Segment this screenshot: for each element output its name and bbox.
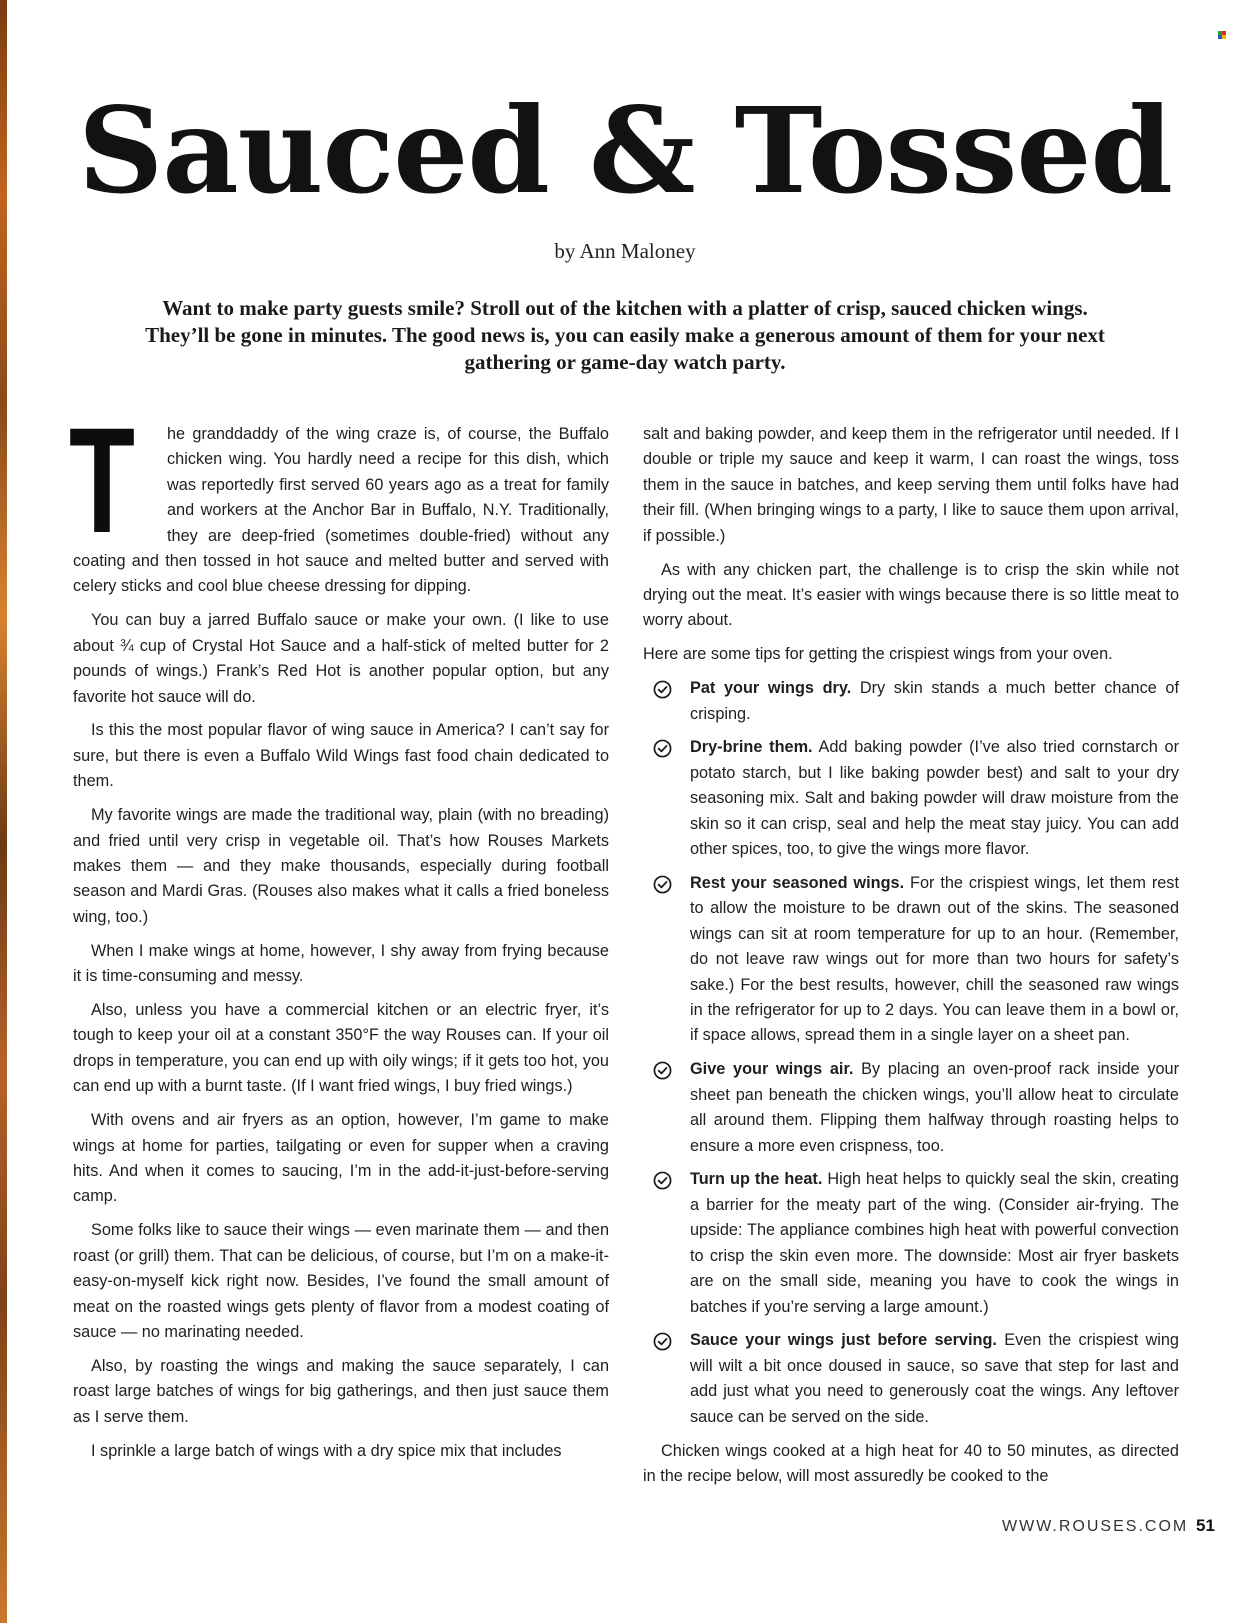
check-circle-icon <box>653 1171 672 1190</box>
tip-text: For the crispiest wings, let them rest to allow the moisture to be drawn out of the skins. The seasoned wings can sit at room temperature for up to an hour. (Remember, do not leave raw wings out for more than two hours for safety’s sake.) For the best results, however, chill the seasoned raw wings in the refrigerator for up to 2 days. You can leave them in a bowl or, if space allows, spread them in a single layer on a sheet pan. <box>690 874 1179 1045</box>
tip-text: High heat helps to quickly seal the skin, creating a barrier for the meaty part of the wing. (Consider air-frying. The upside: The appliance combines high heat with powerful convection to crisp the skin even more. The downside: Most air fryer baskets are on the small side, meaning you have to cook the wings in batches if you’re serving a large amount.) <box>690 1170 1179 1316</box>
tip-title: Sauce your wings just before serving. <box>690 1331 997 1350</box>
body-paragraph: Also, by roasting the wings and making the sauce separately, I can roast large batches of wings for big gatherings, and then just sauce them as I serve them. <box>73 1356 609 1426</box>
left-column <box>69 396 609 1472</box>
body-paragraph: My favorite wings are made the traditional way, plain (with no breading) and fried until very crisp in vegetable oil. That’s how Rouses Markets makes them — and they make thousands, especially during football season and Mardi Gras. (Rouses also makes what it calls a fried boneless wing, too.) <box>73 806 609 926</box>
tips-list <box>643 676 1179 1430</box>
tip-text: Add baking powder (I’ve also tried cornstarch or potato starch, but I like baking powder best) and salt to your dry seasoning mix. Salt and baking powder will draw moisture from the skin so it can crisp, seal and help the meat stay juicy. You can add other spices, too, to give the wings more flavor. <box>690 738 1179 859</box>
footer-url: WWW.ROUSES.COM <box>1002 1518 1189 1535</box>
continued-paragraph: salt and baking powder, and keep them in the refrigerator until needed. If I double or triple my sauce and keep it warm, I can roast the wings, toss them in the sauce in batches, and keep serving them until folks have had their fill. (When bringing wings to a party, I like to sauce them upon arrival, if possible.) <box>643 425 1179 545</box>
article-title: Sauced & Tossed <box>77 81 1172 220</box>
body-paragraph: You can buy a jarred Buffalo sauce or make your own. (I like to use about ¾ cup of Crystal Hot Sauce and a half-stick of melted butter for 2 pounds of wings.) Frank’s Red Hot is another popular option, but any favorite hot sauce will do. <box>73 611 609 706</box>
tip-title: Pat your wings dry. <box>690 679 852 698</box>
challenge-paragraph: As with any chicken part, the challenge is to crisp the skin while not drying out the meat. It’s easier with wings because there is so little meat to worry about. <box>643 560 1179 630</box>
byline: by Ann Maloney <box>554 239 696 263</box>
tip-item <box>643 871 1179 1049</box>
tip-item <box>643 1328 1179 1430</box>
tip-text: Even the crispiest wing will wilt a bit once doused in sauce, so save that step for last and add just what you need to generously coat the wings. Any leftover sauce can be served on the side. <box>690 1331 1179 1426</box>
check-circle-icon <box>653 1332 672 1351</box>
color-registration-mark <box>1218 31 1226 39</box>
check-circle-icon <box>653 739 672 758</box>
tips-intro: Here are some tips for getting the crispiest wings from your oven. <box>643 645 1113 664</box>
tip-item <box>643 1057 1179 1159</box>
body-paragraph: When I make wings at home, however, I shy away from frying because it is time-consuming and messy. <box>73 941 609 986</box>
tip-text: Dry skin stands a much better chance of crisping. <box>690 679 1179 723</box>
tip-item <box>643 676 1179 727</box>
check-circle-icon <box>653 680 672 699</box>
tip-text: By placing an oven-proof rack inside your sheet pan beneath the chicken wings, you’ll allow heat to circulate all around them. Flipping them halfway through roasting helps to ensure a more even crispness, too. <box>690 1060 1179 1155</box>
body-paragraph: I sprinkle a large batch of wings with a dry spice mix that includes <box>91 1441 562 1460</box>
tip-item <box>643 1167 1179 1319</box>
body-paragraph: Also, unless you have a commercial kitchen or an electric fryer, it’s tough to keep your oil at a constant 350°F the way Rouses can. If your oil drops in temperature, you can end up with oily wings; if it gets too hot, you can end up with a burnt taste. (If I want fried wings, I buy fried wings.) <box>73 1001 609 1096</box>
check-circle-icon <box>653 1061 672 1080</box>
tip-title: Turn up the heat. <box>690 1170 823 1189</box>
tip-title: Rest your seasoned wings. <box>690 874 905 892</box>
page-number: 51 <box>1196 1516 1215 1535</box>
tip-title: Give your wings air. <box>690 1060 854 1079</box>
tip-title: Dry-brine them. <box>690 738 813 757</box>
intro-deck: Want to make party guests smile? Stroll out of the kitchen with a platter of crisp, sauced chicken wings. They’ll be gone in minutes. The good news is, you can easily make a generous amount of them for your next gathering or game-day watch party. <box>145 296 1105 374</box>
first-paragraph <box>69 396 609 600</box>
first-paragraph-text: he granddaddy of the wing craze is, of course, the Buffalo chicken wing. You hardly need a recipe for this dish, which was reportedly first served 60 years ago as a treat for family and workers at the Anchor Bar in Buffalo, N.Y. Traditionally, they are deep-fried (sometimes double-fried) without any coating and then tossed in hot sauce and melted butter and served with celery sticks and cool blue cheese dressing for dipping. <box>73 425 609 596</box>
body-paragraph: Some folks like to sauce their wings — even marinate them — and then roast (or grill) them. That can be delicious, of course, but I’m on a make-it-easy-on-myself kick right now. Besides, I’ve found the small amount of meat on the roasted wings gets plenty of flavor from a modest coating of sauce — no marinating needed. <box>73 1221 609 1341</box>
body-paragraph: Is this the most popular flavor of wing sauce in America? I can’t say for sure, but there is even a Buffalo Wild Wings fast food chain dedicated to them. <box>73 721 609 791</box>
check-circle-icon <box>653 875 672 894</box>
tip-item <box>643 735 1179 862</box>
body-paragraph: With ovens and air fryers as an option, however, I’m game to make wings at home for parties, tailgating or even for supper when a craving hits. And when it comes to saucing, I’m in the add-it-just-before-serving camp. <box>73 1111 609 1206</box>
closing-paragraph: Chicken wings cooked at a high heat for 40 to 50 minutes, as directed in the recipe below, will most assuredly be cooked to the <box>643 1441 1179 1485</box>
drop-cap: T <box>69 396 135 564</box>
right-column <box>643 422 1179 1498</box>
